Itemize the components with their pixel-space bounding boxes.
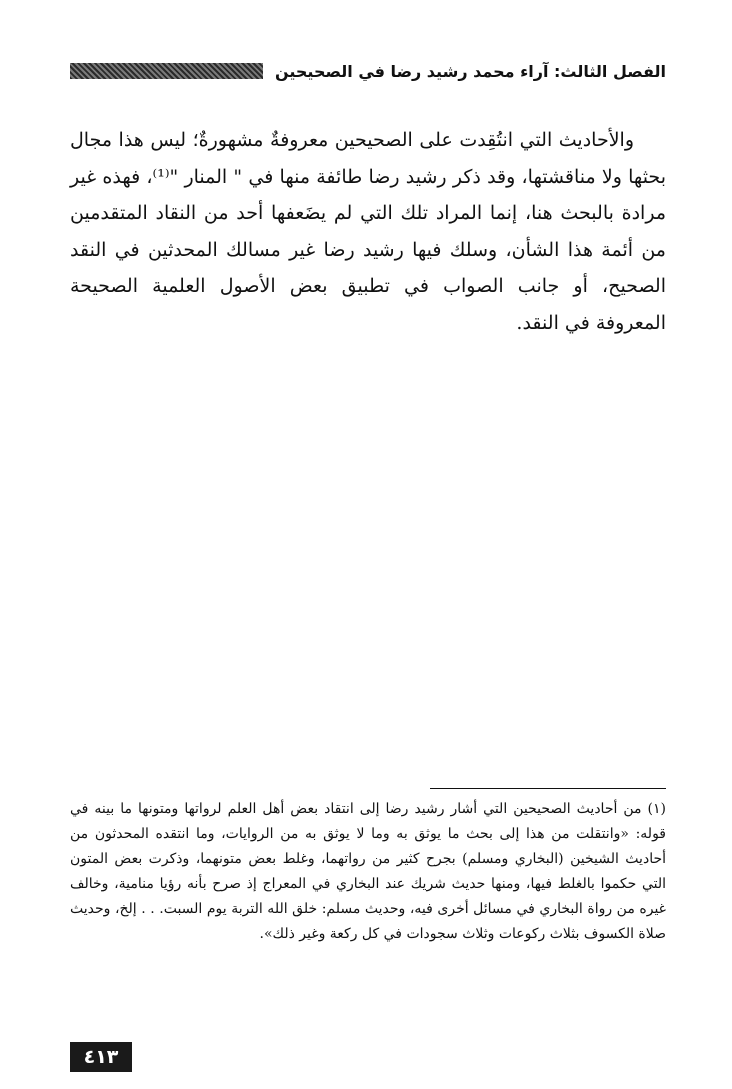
main-paragraph-text: والأحاديث التي انتُقِدت على الصحيحين معروفةٌ مشهورةٌ؛ ليس هذا مجال بحثها ولا مناقشتها، وقد ذكر رشيد رضا طائفة منها في " المنار "⁽¹⁾، فهذه غير مرادة بالبحث هنا، إنما المراد تلك التي لم يضَعفها أحد من النقاد المتقدمين من أئمة هذا الشأن، وسلك فيها رشيد رضا غير مسالك المحدثين في النقد الصحيح، أو جانب الصواب في تطبيق بعض الأصول العلمية الصحيحة المعروفة في النقد. xyxy=(70,129,666,334)
header-decorative-bar xyxy=(70,63,263,79)
main-paragraph xyxy=(70,122,666,341)
footnote: (١) من أحاديث الصحيحين التي أشار رشيد رضا إلى انتقاد بعض أهل العلم لرواتها ومتونها ما بينه في قوله: «وانتقلت من هذا إلى بحث ما يوثق به وما لا يوثق به من الروايات، وما انتقده المحدثون من أحاديث الشيخين (البخاري ومسلم) بجرح كثير من رواتهما، وغلط بعض متونهما، وذكرت بعض المتون التي حكموا بالغلط فيها، ومنها حديث شريك عند البخاري في المعراج إذ صرح بأنه رؤيا منامية، وخالف غيره من رواة البخاري في مسائل أخرى فيه، وحديث مسلم: خلق الله التربة يوم السبت. . . إلخ، وحديث صلاة الكسوف بثلاث ركوعات وثلاث سجودات في كل ركعة وغير ذلك». xyxy=(70,801,666,942)
page-number: ٤١٣ xyxy=(70,1042,132,1072)
footnote-separator xyxy=(430,788,666,789)
running-header xyxy=(70,58,666,84)
chapter-title: الفصل الثالث: آراء محمد رشيد رضا في الصحيحين xyxy=(274,61,666,81)
